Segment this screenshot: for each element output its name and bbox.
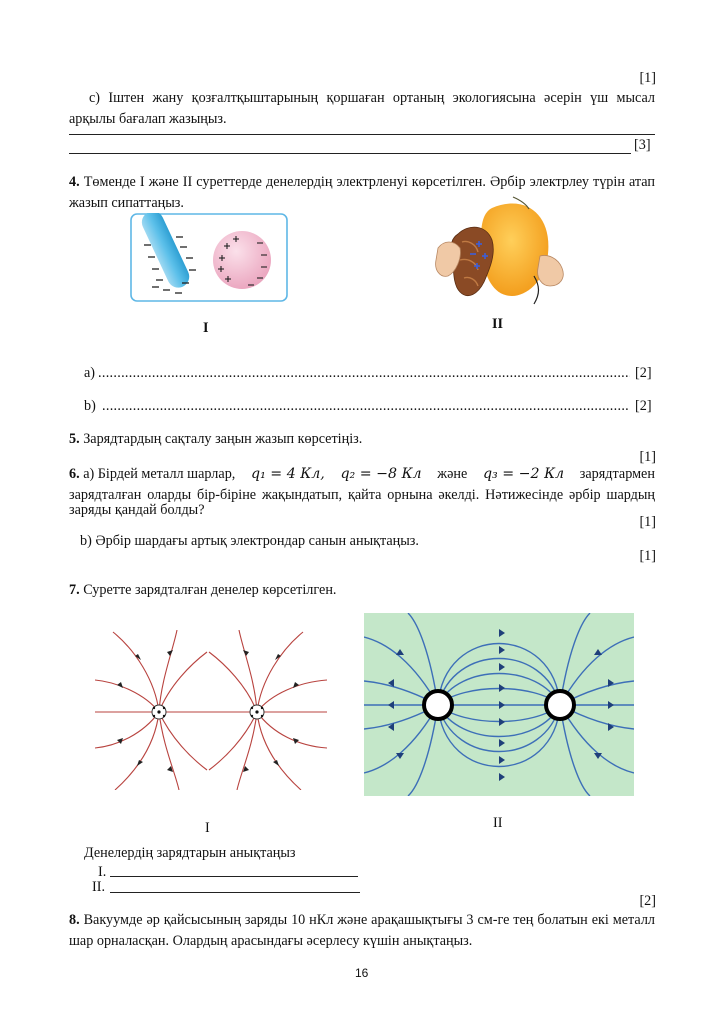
q4-figure-label-2: ІІ	[492, 316, 504, 332]
answer-a-line[interactable]	[98, 365, 630, 382]
q5-text	[69, 431, 362, 448]
charge-left	[424, 691, 452, 719]
mark-q4b: [2]	[635, 398, 652, 414]
mark-q7: [2]	[639, 893, 656, 909]
q6-charge-1: q₁ = 4 Кл,	[251, 466, 325, 482]
q6-charge-3: q₃ = −2 Кл	[482, 466, 565, 482]
answer-a-label: a)	[84, 365, 96, 381]
dipole-field-figure	[364, 613, 634, 796]
q6-part-b: b) Әрбір шардағы артық электрондар санын анықтаңыз.	[80, 533, 419, 549]
q7-answer-label-1: І.	[98, 864, 107, 880]
page-number: 16	[355, 966, 369, 980]
balloon-friction-figure	[430, 196, 578, 308]
q6-part-a-prefix: а) Бірдей металл шарлар,	[83, 466, 236, 482]
answer-b-line[interactable]	[102, 398, 630, 415]
q7-answer-line-2[interactable]	[110, 892, 360, 893]
hand-right	[538, 256, 564, 287]
answer-line[interactable]	[69, 134, 655, 135]
mark-q6a: [1]	[639, 514, 656, 530]
q8-number: 8.	[69, 912, 80, 928]
mark-q6b: [1]	[639, 548, 656, 564]
q5-number: 5.	[69, 431, 80, 447]
q6-and: және	[437, 466, 468, 482]
mark-q4a: [2]	[635, 365, 652, 381]
mark-q3c: [3]	[634, 137, 651, 153]
charge-right	[546, 691, 574, 719]
q8-text	[69, 910, 655, 952]
mark-q3b: [1]	[639, 70, 656, 86]
q7-question: Суретте зарядталған денелер көрсетілген.	[83, 582, 337, 598]
q6-part-a-rest: зарядтармен	[579, 466, 655, 482]
like-charges-field-figure	[95, 630, 327, 790]
q6-number: 6.	[69, 466, 80, 482]
answer-b-label: b)	[84, 398, 96, 414]
q7-answer-line-1[interactable]	[110, 876, 358, 877]
q7-figure-label-2: ІІ	[493, 815, 503, 831]
q6-line3: заряды қандай болды?	[69, 502, 205, 518]
q7-figure-label-1: І	[205, 820, 210, 836]
q8-question: Вакуумде әр қайсысының заряды 10 нКл және арақашықтығы 3 см-ге тең болатын екі металл шар орналасқан. Олардың арасындағы әсерлесу күшін анықтаңыз.	[69, 912, 656, 949]
induction-figure	[130, 213, 288, 303]
mark-q5: [1]	[639, 449, 656, 465]
q6-line1	[69, 466, 655, 483]
q3c-text: c) Іштен жану қозғалтқыштарының қоршаған ортаның экологиясына әсерін үш мысал арқылы бағалап жазыңыз.	[69, 90, 655, 127]
answer-line[interactable]	[69, 153, 631, 154]
q7-text	[69, 582, 336, 599]
q7-answer-label-2: ІІ.	[92, 879, 105, 895]
q4-number: 4.	[69, 174, 80, 190]
q4-question: Төменде І және ІІ суреттерде денелердің электрленуі көрсетілген. Әрбір электрлеу түрін атап жазып сипаттаңыз.	[69, 174, 655, 211]
q4-figure-label-1: І	[203, 320, 209, 336]
q7-prompt: Денелердің зарядтарын анықтаңыз	[84, 845, 296, 861]
q6-charge-2: q₂ = −8 Кл	[340, 466, 422, 482]
q7-number: 7.	[69, 582, 80, 598]
q5-question: Зарядтардың сақталу заңын жазып көрсетіңіз.	[83, 431, 363, 447]
q6-line2: зарядталған оларды бір-біріне жақындатып, қайта орнына әкелді. Нәтижесінде әрбір шардың	[69, 487, 655, 503]
